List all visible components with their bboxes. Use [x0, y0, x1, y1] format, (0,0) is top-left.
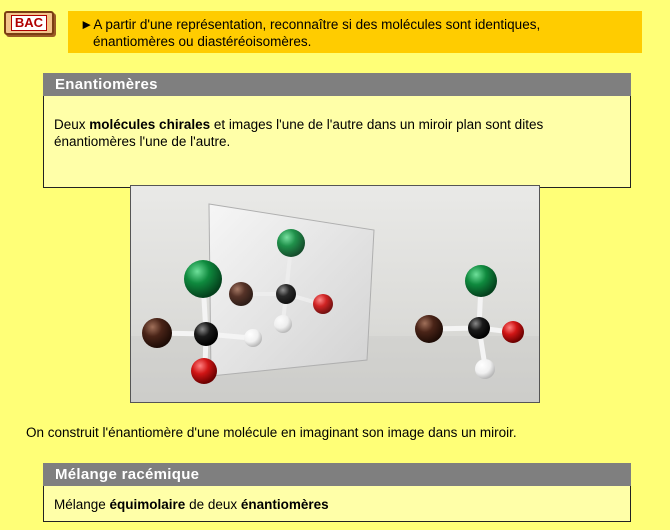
definition-bold-term: molécules chirales — [89, 117, 211, 132]
racemic-definition-line — [54, 496, 620, 513]
objective-line-1: ►A partir d'une représentation, reconnaître si des molécules sont identiques, — [80, 17, 541, 32]
definition-line-1 — [54, 116, 620, 133]
racemic-text-start: Mélange — [54, 497, 110, 512]
racemic-text-middle: de deux — [185, 497, 241, 512]
left-white-atom — [244, 329, 262, 347]
definition-text-start: Deux — [54, 117, 90, 132]
reflected-carbon-atom — [276, 284, 296, 304]
left-brown-atom — [142, 318, 172, 348]
left-green-atom — [184, 260, 222, 298]
reflected-red-atom — [313, 294, 333, 314]
racemic-bold-term-1: équimolaire — [109, 497, 186, 512]
reflected-green-atom — [277, 229, 305, 257]
section-title: Mélange racémique — [43, 463, 631, 486]
section-enantiomeres — [43, 73, 631, 188]
racemic-bold-term-2: énantiomères — [240, 497, 329, 512]
left-carbon-atom — [194, 322, 218, 346]
mirror-molecule-photo — [130, 185, 540, 403]
section-definition — [43, 486, 631, 522]
bac-badge-label: BAC — [11, 15, 47, 31]
section-title: Enantiomères — [43, 73, 631, 96]
section-melange-racemique — [43, 463, 631, 522]
definition-text-end: et images l'une de l'autre dans un miroir plan sont dites — [210, 117, 544, 132]
right-brown-atom — [415, 315, 443, 343]
right-white-atom — [475, 359, 495, 379]
right-green-atom — [465, 265, 497, 297]
molecule-illustration — [131, 186, 540, 403]
left-red-atom — [191, 358, 217, 384]
definition-line-2: énantiomères l'une de l'autre. — [54, 134, 231, 149]
objective-line-2: énantiomères ou diastéréoisomères. — [93, 34, 312, 49]
right-carbon-atom — [468, 317, 490, 339]
right-red-atom — [502, 321, 524, 343]
learning-objective — [68, 11, 642, 53]
reflected-brown-atom — [229, 282, 253, 306]
section-definition — [43, 96, 631, 188]
reflected-white-atom — [274, 315, 292, 333]
bac-badge — [4, 11, 54, 35]
photo-caption: On construit l'énantiomère d'une molécule en imaginant son image dans un miroir. — [26, 425, 517, 440]
